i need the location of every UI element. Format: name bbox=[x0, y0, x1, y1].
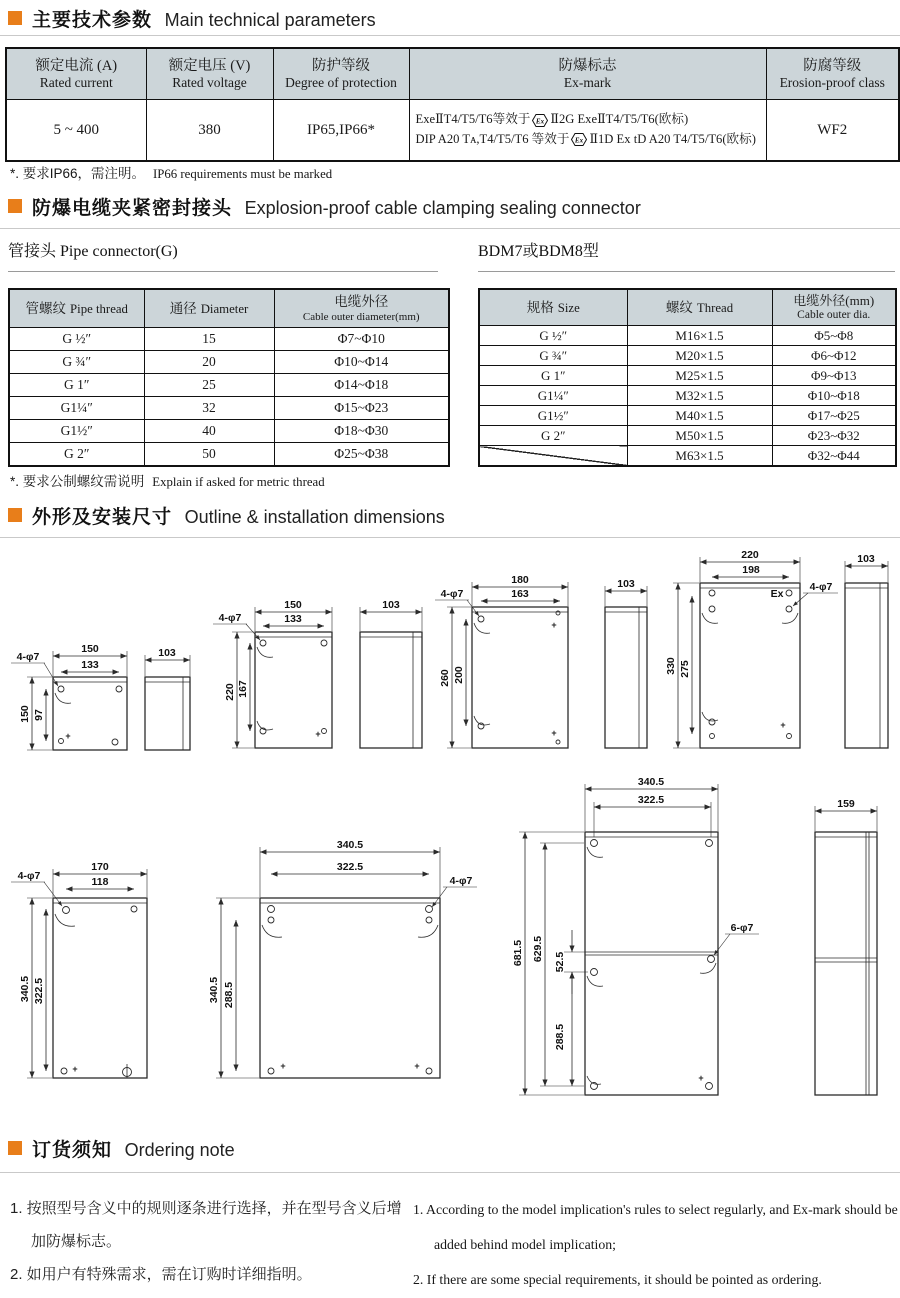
svg-text:180: 180 bbox=[511, 574, 529, 586]
header-protection: 防护等级 Degree of protection bbox=[273, 48, 409, 100]
header-rated-voltage: 额定电压 (V) Rated voltage bbox=[146, 48, 273, 100]
subtitle-pipe-connector: 管接头 Pipe connector(G) bbox=[8, 238, 438, 272]
drawing-340x681-front bbox=[512, 776, 759, 1095]
svg-text:52.5: 52.5 bbox=[554, 951, 566, 973]
svg-text:167: 167 bbox=[237, 680, 249, 698]
drawing-tall-side-159 bbox=[815, 798, 877, 1095]
svg-text:Ex: Ex bbox=[536, 117, 545, 126]
section-title-en: Ordering note bbox=[124, 1140, 235, 1160]
table-header-row bbox=[9, 289, 449, 328]
svg-text:4-φ7: 4-φ7 bbox=[218, 612, 242, 624]
section-title-cn: 防爆电缆夹紧密封接头 bbox=[32, 198, 233, 219]
ordering-note-item: 2. 如用户有特殊需求，需在订购时详细指明。 bbox=[10, 1266, 312, 1283]
svg-text:4-φ7: 4-φ7 bbox=[809, 581, 833, 593]
ordering-note-item: 2. If there are some special requirements, it should be pointed as ordering. bbox=[413, 1272, 822, 1288]
svg-text:340.5: 340.5 bbox=[208, 976, 220, 1004]
svg-text:+: + bbox=[551, 620, 557, 630]
svg-text:200: 200 bbox=[453, 666, 465, 684]
table-row: G 2″ M50×1.5 Φ23~Φ32 bbox=[479, 426, 896, 446]
svg-text:150: 150 bbox=[19, 705, 31, 723]
drawing-180x260-front bbox=[435, 574, 568, 748]
drawing-220x330-front bbox=[665, 549, 838, 748]
header-ex-mark: 防爆标志 Ex-mark bbox=[409, 48, 766, 100]
cell-rated-current: 5 ~ 400 bbox=[6, 100, 146, 162]
section-title bbox=[32, 193, 641, 220]
svg-text:+: + bbox=[315, 729, 321, 739]
svg-text:288.5: 288.5 bbox=[554, 1023, 566, 1051]
header-diameter: 通径 Diameter bbox=[144, 289, 274, 328]
header-cable-outer-dia: 电缆外径(mm) Cable outer dia. bbox=[772, 289, 896, 326]
svg-text:103: 103 bbox=[857, 553, 875, 565]
svg-text:150: 150 bbox=[81, 643, 99, 655]
svg-text:+: + bbox=[65, 731, 71, 741]
svg-text:4-φ7: 4-φ7 bbox=[440, 588, 464, 600]
drawing-180x260-side bbox=[605, 578, 647, 748]
svg-text:+: + bbox=[414, 1061, 420, 1071]
drawing-340x340-front bbox=[208, 839, 477, 1078]
header-thread: 螺纹 Thread bbox=[627, 289, 772, 326]
svg-text:118: 118 bbox=[91, 876, 109, 888]
svg-text:+: + bbox=[780, 720, 786, 730]
table-row: G1¼″ M32×1.5 Φ10~Φ18 bbox=[479, 386, 896, 406]
table-row: G1½″ M40×1.5 Φ17~Φ25 bbox=[479, 406, 896, 426]
drawing-170x340-front bbox=[11, 861, 147, 1078]
svg-text:198: 198 bbox=[742, 564, 760, 576]
section-title bbox=[32, 1135, 235, 1162]
pipe-connector-table bbox=[8, 288, 450, 467]
ordering-note-item: 1. According to the model implication's rules to select regularly, and Ex-mark should be added behind model implication; bbox=[413, 1202, 898, 1253]
svg-text:330: 330 bbox=[665, 657, 677, 675]
section-title-cn: 主要技术参数 bbox=[32, 10, 153, 31]
section-title-cn: 外形及安装尺寸 bbox=[32, 507, 173, 528]
svg-text:6-φ7: 6-φ7 bbox=[730, 922, 754, 934]
drawing-150x220-side bbox=[360, 599, 422, 748]
table-row: G 1″ M25×1.5 Φ9~Φ13 bbox=[479, 366, 896, 386]
section-title-cn: 订货须知 bbox=[32, 1140, 113, 1161]
svg-text:163: 163 bbox=[511, 588, 529, 600]
section-title bbox=[32, 5, 376, 32]
svg-text:288.5: 288.5 bbox=[223, 981, 235, 1009]
note-ip66: *. 要求IP66，需注明。 IP66 requirements must be marked bbox=[10, 166, 333, 181]
ordering-note-item: 1. 按照型号含义中的规则逐条进行选择，并在型号含义后增加防爆标志。 bbox=[10, 1200, 402, 1250]
ex-mark-line-2: DIP A20 Tᴀ,T4/T5/T6 等效于 Ex Ⅱ1D Ex tD A20 T4/T5/T6(欧标) bbox=[415, 132, 756, 146]
svg-text:340.5: 340.5 bbox=[336, 839, 364, 851]
svg-text:133: 133 bbox=[284, 613, 302, 625]
subtitle-bdm-type: BDM7或BDM8型 bbox=[478, 238, 895, 272]
section-title-en: Explosion-proof cable clamping sealing connector bbox=[244, 198, 641, 218]
main-parameters-table bbox=[5, 47, 900, 162]
table-row: G1½″ 40 Φ18~Φ30 bbox=[9, 420, 449, 443]
svg-text:133: 133 bbox=[81, 659, 99, 671]
svg-text:220: 220 bbox=[224, 683, 236, 701]
svg-text:4-φ7: 4-φ7 bbox=[17, 870, 41, 882]
dimension-drawings bbox=[0, 545, 900, 1130]
svg-text:4-φ7: 4-φ7 bbox=[449, 875, 473, 887]
svg-text:220: 220 bbox=[741, 549, 759, 561]
divider bbox=[0, 35, 900, 36]
svg-text:629.5: 629.5 bbox=[532, 935, 544, 963]
svg-text:322.5: 322.5 bbox=[336, 861, 364, 873]
header-cable-outer-dia: 电缆外径 Cable outer diameter(mm) bbox=[274, 289, 449, 328]
table-row bbox=[6, 100, 899, 162]
svg-text:103: 103 bbox=[617, 578, 635, 590]
svg-text:340.5: 340.5 bbox=[19, 975, 31, 1003]
bdm-table bbox=[478, 288, 897, 467]
svg-text:+: + bbox=[72, 1064, 78, 1074]
svg-text:+: + bbox=[698, 1073, 704, 1083]
section-bullet-icon bbox=[8, 1141, 22, 1155]
header-rated-current: 额定电流 (A) Rated current bbox=[6, 48, 146, 100]
cell-protection: IP65,IP66* bbox=[273, 100, 409, 162]
table-row: G ¾″ 20 Φ10~Φ14 bbox=[9, 351, 449, 374]
divider bbox=[0, 1172, 900, 1173]
drawing-150x150-side bbox=[145, 647, 190, 750]
table-row: M63×1.5 Φ32~Φ44 bbox=[479, 446, 896, 467]
divider bbox=[0, 537, 900, 538]
section-title-en: Main technical parameters bbox=[164, 10, 376, 30]
table-row: G ½″ M16×1.5 Φ5~Φ8 bbox=[479, 326, 896, 346]
svg-text:322.5: 322.5 bbox=[637, 794, 665, 806]
svg-text:260: 260 bbox=[439, 669, 451, 687]
cell-rated-voltage: 380 bbox=[146, 100, 273, 162]
svg-text:4-φ7: 4-φ7 bbox=[16, 651, 40, 663]
svg-text:150: 150 bbox=[284, 599, 302, 611]
ex-mark-line-1: ExeⅡT4/T5/T6等效于 Ex Ⅱ2G ExeⅡT4/T5/T6(欧标) bbox=[415, 112, 689, 127]
table-header-row bbox=[479, 289, 896, 326]
header-erosion-class: 防腐等级 Erosion-proof class bbox=[766, 48, 899, 100]
ex-hexagon-icon bbox=[532, 114, 548, 127]
divider bbox=[0, 228, 900, 229]
section-bullet-icon bbox=[8, 11, 22, 25]
svg-text:103: 103 bbox=[382, 599, 400, 611]
header-pipe-thread: 管螺纹 Pipe thread bbox=[9, 289, 144, 328]
ex-hexagon-icon bbox=[571, 133, 587, 146]
table-header-row bbox=[6, 48, 899, 100]
section-bullet-icon bbox=[8, 199, 22, 213]
svg-text:+: + bbox=[280, 1061, 286, 1071]
table-row: G 2″ 50 Φ25~Φ38 bbox=[9, 443, 449, 467]
svg-text:340.5: 340.5 bbox=[637, 776, 665, 788]
section-bullet-icon bbox=[8, 508, 22, 522]
table-row: G 1″ 25 Φ14~Φ18 bbox=[9, 374, 449, 397]
drawing-220x330-side bbox=[845, 553, 888, 748]
section-title-en: Outline & installation dimensions bbox=[184, 507, 445, 527]
ordering-notes-en bbox=[413, 1192, 899, 1298]
table-row: G ½″ 15 Φ7~Φ10 bbox=[9, 328, 449, 351]
svg-text:Ex: Ex bbox=[575, 136, 584, 145]
header-size: 规格 Size bbox=[479, 289, 627, 326]
drawing-150x150-front bbox=[11, 643, 127, 750]
cell-erosion: WF2 bbox=[766, 100, 899, 162]
table-row: G ¾″ M20×1.5 Φ6~Φ12 bbox=[479, 346, 896, 366]
svg-text:103: 103 bbox=[158, 647, 176, 659]
drawing-150x220-front bbox=[213, 599, 332, 748]
svg-text:322.5: 322.5 bbox=[33, 977, 45, 1005]
svg-text:159: 159 bbox=[837, 798, 855, 810]
svg-text:170: 170 bbox=[91, 861, 109, 873]
note-metric-thread: *. 要求公制螺纹需说明 Explain if asked for metric thread bbox=[10, 474, 325, 489]
ordering-notes-cn bbox=[10, 1192, 402, 1291]
section-title bbox=[32, 502, 445, 529]
svg-text:+: + bbox=[551, 728, 557, 738]
svg-text:275: 275 bbox=[679, 660, 691, 678]
svg-text:Ex: Ex bbox=[770, 588, 784, 600]
cell-ex-mark bbox=[409, 100, 766, 162]
svg-text:97: 97 bbox=[33, 709, 45, 721]
table-row: G1¼″ 32 Φ15~Φ23 bbox=[9, 397, 449, 420]
svg-text:681.5: 681.5 bbox=[512, 939, 524, 967]
empty-slash-cell bbox=[479, 446, 627, 467]
